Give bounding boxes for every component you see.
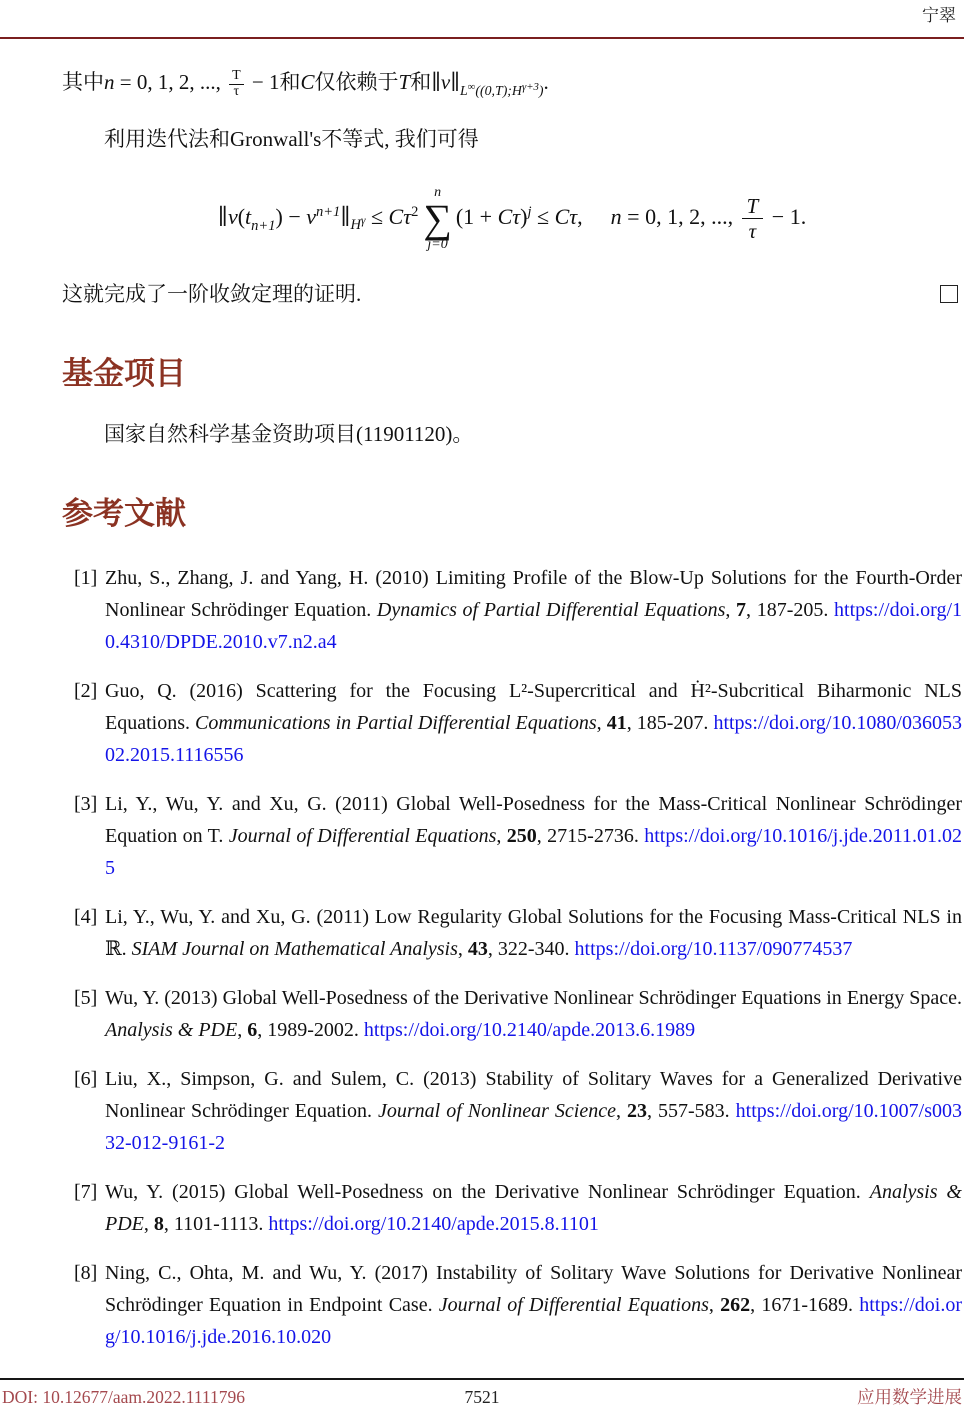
ref-text: Li, Y., Wu, Y. and Xu, G. (2011) Global Well-Posedness for the Mass-Critical Nonlinear Schrödinger Equation on T. <box>105 792 962 847</box>
paren: ) <box>275 203 283 229</box>
ref-volume: 262 <box>720 1293 751 1316</box>
ref-sep: , <box>725 598 737 621</box>
ref-journal: Journal of Differential Equations <box>228 824 497 847</box>
ref-pages: , 1671-1689. <box>750 1293 860 1316</box>
math-var: Cτ <box>497 203 521 229</box>
ref-journal: Communications in Partial Differential Equations <box>195 711 597 734</box>
norm-bar: ∥ <box>217 203 228 229</box>
references-list <box>62 562 962 1353</box>
ref-sep: , <box>143 1212 154 1235</box>
ref-pages: , 187-205. <box>746 598 835 621</box>
cjk-text: 和 <box>279 70 301 94</box>
math-var: v <box>306 203 316 229</box>
section-heading-references: 参考文献 <box>62 495 186 531</box>
comma: , <box>577 203 583 229</box>
sigma-symbol: ∑ <box>423 195 452 241</box>
norm-bar: ∥ <box>431 70 441 94</box>
math-var: v <box>227 203 238 229</box>
fraction-denominator: τ <box>233 83 240 99</box>
footer-page-number: 7521 <box>464 1387 500 1407</box>
math-text: ((0,T);H <box>475 82 522 98</box>
page-content <box>0 39 964 1353</box>
ref-journal: Journal of Nonlinear Science <box>377 1099 616 1122</box>
math-seq: = 0, 1, 2, ..., <box>621 203 739 229</box>
qed-box-icon <box>940 285 958 303</box>
ref-label: [1] <box>74 566 98 589</box>
math-text: ) <box>538 82 544 98</box>
ref-journal: Analysis & PDE <box>105 1018 238 1041</box>
fraction-numerator: T <box>742 194 764 219</box>
paragraph-text: 利用迭代法和Gronwall's不等式, 我们可得 <box>104 126 479 151</box>
paragraph-where-condition <box>62 65 962 108</box>
display-fraction <box>742 194 764 243</box>
section-heading-funding: 基金项目 <box>62 355 186 391</box>
math-sup: γ+3 <box>521 80 539 93</box>
ref-sep: , <box>496 824 507 847</box>
inline-fraction <box>229 69 244 99</box>
ref-pages: , 557-583. <box>646 1099 736 1122</box>
math-sup: j <box>527 203 532 220</box>
norm-bar: ∥ <box>450 70 460 94</box>
doi-link[interactable]: https://doi.org/10.1007/s00332-012-9161-2 <box>105 1099 962 1154</box>
paragraph-iteration <box>62 122 962 156</box>
ref-pages: , 2715-2736. <box>536 824 645 847</box>
cjk-text: 其中 <box>62 70 104 94</box>
fraction-denominator: τ <box>748 219 757 244</box>
author-name: 宁翠 <box>922 6 956 25</box>
norm-subscript <box>350 217 365 233</box>
ref-journal: SIAM Journal on Mathematical Analysis <box>131 937 458 960</box>
math-var: T <box>398 70 411 94</box>
math-var: C <box>300 70 315 94</box>
ref-volume: 41 <box>606 711 627 734</box>
ref-text: Wu, Y. (2015) Global Well-Posedness on the Derivative Nonlinear Schrödinger Equation. <box>105 1180 870 1203</box>
doi-link[interactable]: https://doi.org/10.1016/j.jde.2016.10.020 <box>105 1293 963 1348</box>
ref-label: [6] <box>74 1067 98 1090</box>
math-sup: n+1 <box>316 203 341 220</box>
footer-journal-name: 应用数学进展 <box>857 1387 962 1407</box>
math-sub: n+1 <box>251 217 276 234</box>
ref-volume: 7 <box>736 598 747 621</box>
math-var: Cτ <box>388 203 412 229</box>
reference-item-4 <box>62 901 962 965</box>
ref-journal: Journal of Differential Equations <box>438 1293 709 1316</box>
reference-item-3 <box>62 788 962 884</box>
doi-link[interactable]: https://doi.org/10.1080/03605302.2015.1116556 <box>105 711 962 766</box>
sum-lower-limit: j=0 <box>427 236 448 252</box>
display-equation <box>62 186 962 252</box>
ref-label: [3] <box>74 792 98 815</box>
doi-link[interactable]: https://doi.org/10.1016/j.jde.2011.01.025 <box>105 824 963 879</box>
math-var: t <box>245 203 252 229</box>
ref-text: Guo, Q. (2016) Scattering for the Focusing L²-Supercritical and Ḣ²-Subcritical Biharmonic NLS Equations. <box>105 679 962 734</box>
ref-label: [5] <box>74 986 98 1009</box>
math-seq: = 0, 1, 2, ..., <box>114 70 227 94</box>
ref-journal: Dynamics of Partial Differential Equations <box>376 598 726 621</box>
reference-item-2 <box>62 675 962 771</box>
math-var: L <box>459 82 468 98</box>
page-header <box>0 0 964 27</box>
ref-pages: , 185-207. <box>626 711 714 734</box>
reference-item-1 <box>62 562 962 658</box>
minus-op: − <box>282 203 307 229</box>
doi-link[interactable]: https://doi.org/10.2140/apde.2015.8.1101 <box>268 1212 599 1235</box>
proof-conclusion <box>62 278 962 310</box>
math-var: n <box>610 203 622 229</box>
ref-sep: , <box>457 937 468 960</box>
norm-bar: ∥ <box>340 203 351 229</box>
ref-pages: , 1101-1113. <box>163 1212 269 1235</box>
ref-volume: 6 <box>247 1018 258 1041</box>
math-text: (1 + <box>455 203 498 229</box>
reference-item-8 <box>62 1257 962 1353</box>
ref-volume: 43 <box>467 937 488 960</box>
math-sup: ∞ <box>467 80 476 93</box>
ref-journal: Analysis & PDE <box>105 1180 962 1235</box>
period: . <box>543 70 549 94</box>
ref-volume: 8 <box>153 1212 164 1235</box>
ref-volume: 23 <box>626 1099 647 1122</box>
ref-sep: , <box>708 1293 721 1316</box>
footer-doi: DOI: 10.12677/aam.2022.1111796 <box>2 1387 246 1407</box>
ref-volume: 250 <box>506 824 537 847</box>
page-footer <box>0 1378 964 1414</box>
ref-text: Liu, X., Simpson, G. and Sulem, C. (2013) Stability of Solitary Waves for a Generalized Derivative Nonlinear Schrödinger Equation. <box>105 1067 962 1122</box>
ref-label: [8] <box>74 1261 98 1284</box>
paren: ( <box>237 203 246 229</box>
norm-subscript <box>459 80 544 98</box>
leq-op: ≤ <box>531 203 555 229</box>
ref-sep: , <box>596 711 607 734</box>
math-text: − 1 <box>246 70 280 94</box>
doi-link[interactable]: https://doi.org/10.1137/090774537 <box>574 937 853 960</box>
leq-op: ≤ <box>365 203 389 229</box>
math-var: H <box>350 217 361 234</box>
doi-link[interactable]: https://doi.org/10.2140/apde.2013.6.1989 <box>363 1018 696 1041</box>
footer-row <box>0 1380 964 1414</box>
ref-label: [7] <box>74 1180 98 1203</box>
math-sup: 2 <box>411 203 419 220</box>
paren: ) <box>520 203 528 229</box>
math-var: n <box>104 70 115 94</box>
math-sup: γ <box>360 215 366 228</box>
fraction-numerator: T <box>229 69 244 85</box>
doi-link[interactable]: https://doi.org/10.4310/DPDE.2010.v7.n2.a4 <box>105 598 962 653</box>
reference-item-7 <box>62 1176 962 1240</box>
reference-item-5 <box>62 982 962 1046</box>
cjk-text: 仅依赖于 <box>314 70 399 94</box>
cjk-text: 和 <box>410 70 432 94</box>
sum-upper-limit: n <box>434 184 442 200</box>
ref-text: Ning, C., Ohta, M. and Wu, Y. (2017) Instability of Solitary Wave Solutions for Derivative Nonlinear Schrödinger Equation in Endpoint Case. <box>105 1261 962 1316</box>
ref-text: Zhu, S., Zhang, J. and Yang, H. (2010) Limiting Profile of the Blow-Up Solutions for the Fourth-Order Nonlinear Schrödinger Equation. <box>105 566 962 621</box>
math-var: Cτ <box>554 203 578 229</box>
proof-text: 这就完成了一阶收敛定理的证明. <box>62 281 362 306</box>
math-var: v <box>440 70 451 94</box>
ref-label: [2] <box>74 679 98 702</box>
ref-text: Li, Y., Wu, Y. and Xu, G. (2011) Low Regularity Global Solutions for the Focusing Mass-Critical NLS in ℝ. <box>105 905 962 960</box>
summation <box>423 186 452 252</box>
ref-label: [4] <box>74 905 98 928</box>
ref-sep: , <box>615 1099 627 1122</box>
ref-pages: , 1989-2002. <box>257 1018 364 1041</box>
ref-pages: , 322-340. <box>487 937 575 960</box>
ref-sep: , <box>237 1018 248 1041</box>
math-text: − 1. <box>766 203 807 229</box>
reference-item-6 <box>62 1063 962 1159</box>
ref-text: Wu, Y. (2013) Global Well-Posedness of the Derivative Nonlinear Schrödinger Equations in Energy Space. <box>105 986 962 1009</box>
funding-text: 国家自然科学基金资助项目(11901120)。 <box>104 421 474 446</box>
